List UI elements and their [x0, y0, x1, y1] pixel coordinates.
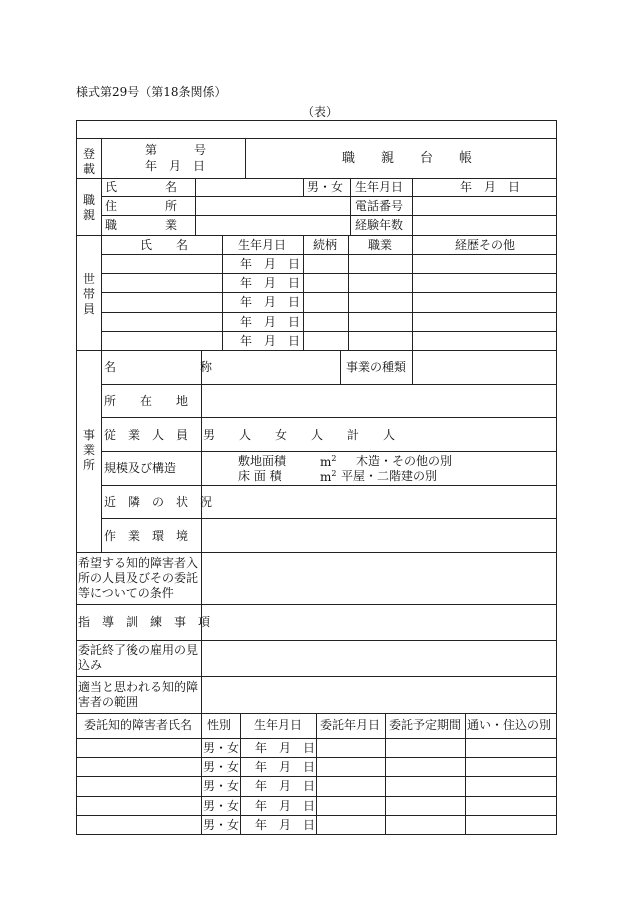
- rule: [76, 552, 557, 553]
- parent-gender: 男・女: [307, 180, 344, 194]
- rule: [348, 235, 349, 351]
- parent-experience-label: 経験年数: [355, 218, 404, 232]
- rule: [76, 604, 557, 605]
- range-label: 適当と思われる知的障害者の範囲: [78, 680, 199, 709]
- entrusted-col-date: 委託年月日: [320, 718, 381, 732]
- employment-label: 委託終了後の雇用の見込み: [78, 643, 199, 672]
- entrusted-row-birth: 年 月 日: [255, 818, 316, 832]
- household-row-birth: 年 月 日: [240, 276, 301, 290]
- rule: [303, 235, 304, 351]
- rule: [385, 713, 386, 835]
- rule: [245, 138, 246, 179]
- rule: [350, 178, 351, 236]
- business-section-label: 事業所: [82, 428, 95, 472]
- rule: [76, 350, 557, 351]
- rule: [76, 640, 557, 641]
- form-number: 様式第29号（第18条関係）: [76, 85, 227, 99]
- site-area-label: 敷地面積: [238, 454, 287, 468]
- rule: [240, 713, 241, 835]
- household-section-label: 世帯員: [82, 272, 95, 316]
- rule: [201, 713, 202, 835]
- rule: [340, 350, 341, 385]
- rule: [101, 196, 557, 197]
- entrusted-row-birth: 年 月 日: [255, 779, 316, 793]
- rule: [195, 178, 196, 236]
- business-location-label: 所 在 地: [104, 394, 189, 408]
- rule: [76, 138, 557, 139]
- material-label: 木造・その他の別: [356, 454, 453, 468]
- entrusted-row-birth: 年 月 日: [255, 741, 316, 755]
- entrusted-row-birth: 年 月 日: [255, 760, 316, 774]
- number-prefix: 第: [145, 143, 158, 157]
- floors-label: 平屋・二階建の別: [341, 469, 438, 483]
- household-row-birth: 年 月 日: [240, 295, 301, 309]
- training-label: 指 導 訓 練 事 項: [78, 615, 211, 629]
- business-employees-value: 男 人 女 人 計 人: [203, 428, 396, 442]
- household-col-name: 氏 名: [140, 238, 189, 252]
- entrusted-row-gender: 男・女: [203, 779, 240, 793]
- frame-top: [76, 120, 557, 121]
- household-row-birth: 年 月 日: [240, 257, 301, 271]
- rule: [101, 312, 557, 313]
- rule: [101, 273, 557, 274]
- rule: [101, 451, 557, 452]
- frame-right: [556, 120, 557, 835]
- entrusted-row-gender: 男・女: [203, 741, 240, 755]
- business-name-label: 名 称: [104, 360, 213, 374]
- rule: [76, 235, 557, 236]
- frame-left: [76, 120, 77, 835]
- entrusted-col-birth: 生年月日: [254, 718, 303, 732]
- household-row-birth: 年 月 日: [240, 334, 301, 348]
- rule: [303, 178, 304, 197]
- rule: [222, 235, 223, 351]
- rule: [101, 485, 557, 486]
- rule: [101, 350, 102, 553]
- rule: [412, 235, 413, 351]
- parent-section-label: 職親: [82, 193, 95, 222]
- entrusted-row-gender: 男・女: [203, 799, 240, 813]
- business-type-label: 事業の種類: [346, 360, 407, 374]
- rule: [101, 138, 102, 179]
- number-suffix: 号: [194, 143, 207, 157]
- neighborhood-label: 近 隣 の 状 況: [104, 495, 213, 509]
- rule: [465, 713, 466, 835]
- business-employees-label: 従 業 人 員: [104, 428, 189, 442]
- parent-phone-label: 電話番号: [355, 199, 404, 213]
- rule: [101, 235, 102, 351]
- ledger-title: 職 親 台 帳: [342, 151, 473, 166]
- rule: [412, 178, 413, 236]
- rule: [101, 254, 557, 255]
- household-col-history: 経歴その他: [455, 238, 516, 252]
- registration-date: 年 月 日: [145, 159, 206, 173]
- registration-label: 登載: [82, 147, 95, 176]
- entrusted-col-name: 委託知的障害者氏名: [84, 718, 193, 732]
- rule: [101, 384, 557, 385]
- parent-occupation-label: 職 業: [105, 218, 178, 232]
- environment-label: 作 業 環 境: [104, 529, 189, 543]
- parent-address-label: 住 所: [105, 199, 178, 213]
- entrusted-row-gender: 男・女: [203, 818, 240, 832]
- side-label: （表）: [302, 105, 339, 119]
- rule: [412, 350, 413, 385]
- entrusted-col-gender: 性別: [207, 718, 232, 732]
- rule: [101, 292, 557, 293]
- rule: [101, 331, 557, 332]
- floor-area-unit: $m^2$: [320, 469, 337, 484]
- household-col-birth: 生年月日: [238, 238, 287, 252]
- entrusted-col-type: 通い・住込の別: [467, 718, 552, 732]
- desired-conditions-label: 希望する知的障害者入所の人員及びその委託等についての条件: [78, 556, 199, 600]
- rule: [101, 417, 557, 418]
- rule: [76, 178, 557, 179]
- site-area-unit: $m^2$: [320, 454, 337, 469]
- parent-name-label: 氏 名: [105, 180, 178, 194]
- rule: [201, 552, 202, 714]
- entrusted-row-gender: 男・女: [203, 760, 240, 774]
- rule: [101, 518, 557, 519]
- household-col-relation: 続柄: [313, 238, 338, 252]
- parent-birth-label: 生年月日: [355, 180, 404, 194]
- household-col-occupation: 職業: [368, 238, 393, 252]
- entrusted-col-period: 委託予定期間: [389, 718, 462, 732]
- rule: [316, 713, 317, 835]
- parent-birth-value: 年 月 日: [460, 180, 521, 194]
- rule: [101, 178, 102, 236]
- rule: [201, 350, 202, 553]
- floor-area-label: 床 面 積: [238, 469, 282, 483]
- entrusted-row-birth: 年 月 日: [255, 799, 316, 813]
- business-structure-label: 規模及び構造: [104, 461, 177, 475]
- rule: [101, 215, 557, 216]
- rule: [76, 676, 557, 677]
- household-row-birth: 年 月 日: [240, 315, 301, 329]
